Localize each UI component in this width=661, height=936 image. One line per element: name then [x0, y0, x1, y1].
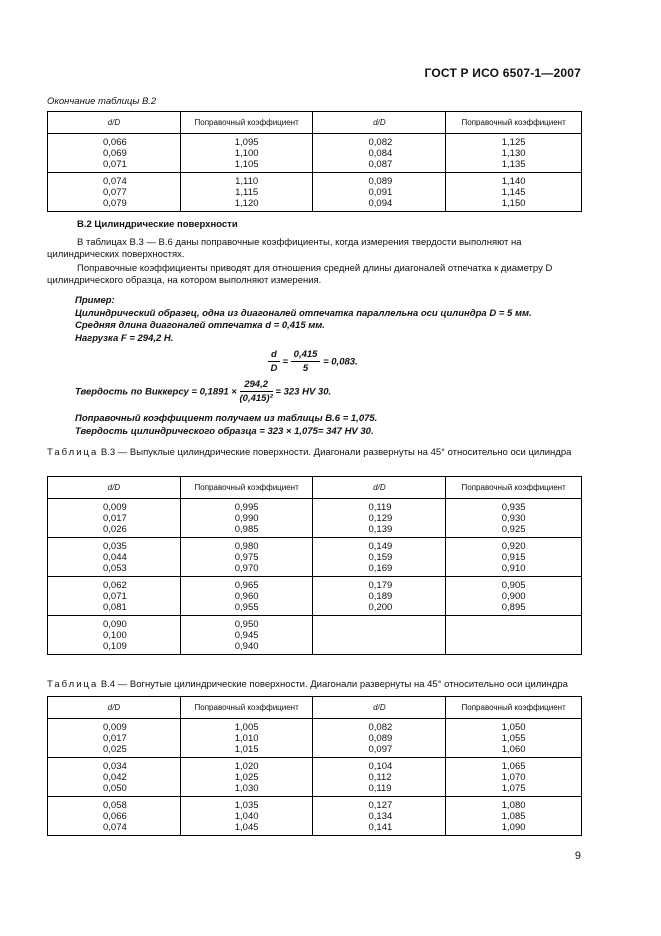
table-cell: [313, 499, 446, 538]
table-b4-caption: [47, 679, 587, 691]
table-cell: [446, 538, 582, 577]
cell-value: 0,091: [368, 187, 393, 198]
table-cell: [313, 173, 446, 212]
cell-value: 0,950: [234, 619, 259, 630]
column-header: d/D: [313, 697, 446, 719]
cell-value: 1,040: [234, 811, 259, 822]
cell-value: 1,095: [234, 137, 259, 148]
cell-value: 0,134: [368, 811, 393, 822]
caption-prefix: Таблица: [47, 447, 99, 458]
cell-value: 1,060: [501, 744, 526, 755]
cell-value: 0,970: [234, 563, 259, 574]
cell-value: 0,149: [368, 541, 393, 552]
table-cell: [313, 134, 446, 173]
example-line-4: Поправочный коэффициент получаем из таблицы В.6 = 1,075.: [75, 413, 378, 424]
cell-value: 0,069: [103, 148, 127, 159]
table-cell: [313, 797, 446, 836]
formula-eq: =: [282, 356, 289, 368]
table-row: [48, 616, 582, 655]
formula-num: 0,415: [291, 349, 321, 362]
cell-value: 0,975: [234, 552, 259, 563]
example-label: Пример:: [75, 295, 115, 306]
table-cell: [446, 499, 582, 538]
table-cell: [446, 134, 582, 173]
table-cell: [48, 797, 181, 836]
table-cell: [180, 538, 313, 577]
caption-prefix: Таблица: [47, 679, 99, 690]
cell-value: 1,100: [234, 148, 259, 159]
table-b3: [47, 476, 582, 655]
cell-value: 1,135: [501, 159, 526, 170]
table-cell: [180, 616, 313, 655]
cell-value: 0,097: [368, 744, 393, 755]
paragraph-2: Поправочные коэффициенты приводят для отношения средней длины диагоналей отпечатка к диаметру D цилиндрического образца, на котором выполняют измерения.: [47, 263, 553, 286]
cell-value: 0,009: [103, 502, 127, 513]
example-line-5: Твердость цилиндрического образца = 323 × 1,075= 347 HV 30.: [75, 425, 374, 437]
cell-value: 0,910: [501, 563, 526, 574]
cell-value: 0,189: [368, 591, 393, 602]
caption-text: В.3 — Выпуклые цилиндрические поверхности. Диагонали развернуты на 45° относительно оси цилиндра: [100, 447, 572, 458]
column-header: d/D: [48, 112, 181, 134]
table-cell: [48, 173, 181, 212]
cell-value: 0,915: [501, 552, 526, 563]
example-line-3: Нагрузка F = 294,2 Н.: [75, 332, 174, 344]
table-row: [48, 719, 582, 758]
column-header: Поправочный коэффициент: [180, 697, 313, 719]
cell-value: 0,074: [103, 176, 127, 187]
column-header: d/D: [313, 112, 446, 134]
cell-value: 0,017: [103, 513, 127, 524]
table-cell: [48, 719, 181, 758]
table-cell: [446, 758, 582, 797]
cell-value: 0,127: [368, 800, 393, 811]
cell-value: 0,026: [103, 524, 127, 535]
table-b4: [47, 696, 582, 836]
table-cell: [48, 577, 181, 616]
table-cell: [313, 758, 446, 797]
formula-den: D: [270, 363, 278, 374]
page-number: 9: [574, 850, 581, 862]
column-header: Поправочный коэффициент: [446, 477, 582, 499]
cell-value: 1,105: [234, 159, 259, 170]
cell-value: 1,145: [501, 187, 526, 198]
table-cell: [446, 173, 582, 212]
cell-value: 0,920: [501, 541, 526, 552]
cell-value: 1,085: [501, 811, 526, 822]
formula-ratio: [268, 349, 532, 379]
table-cell: [313, 719, 446, 758]
cell-value: 0,084: [368, 148, 393, 159]
cell-value: 0,985: [234, 524, 259, 535]
cell-value: 0,082: [368, 722, 393, 733]
table-row: [48, 797, 582, 836]
cell-value: 0,042: [103, 772, 127, 783]
cell-value: 1,030: [234, 783, 259, 794]
cell-value: 1,005: [234, 722, 259, 733]
table-cell: [180, 758, 313, 797]
table-cell: [48, 758, 181, 797]
cell-value: 1,140: [501, 176, 526, 187]
cell-value: 1,115: [235, 187, 259, 198]
column-header: d/D: [48, 697, 181, 719]
cell-value: 1,080: [501, 800, 526, 811]
table-cell: [48, 134, 181, 173]
formula-result: = 0,083.: [323, 356, 358, 368]
cell-value: 0,945: [234, 630, 259, 641]
cell-value: 0,053: [103, 563, 127, 574]
cell-value: 1,020: [234, 761, 259, 772]
cell-value: 0,129: [368, 513, 393, 524]
paragraph-1: В таблицах В.3 — В.6 даны поправочные коэффициенты, когда измерения твердости выполняют на цилиндрических поверхностях.: [47, 237, 522, 260]
cell-value: 1,010: [234, 733, 259, 744]
cell-value: 0,009: [103, 722, 127, 733]
formula-den: (0,415)²: [239, 393, 273, 404]
cell-value: 0,895: [501, 602, 526, 613]
table-cell: [180, 499, 313, 538]
cell-value: 0,905: [501, 580, 526, 591]
cell-value: 0,017: [103, 733, 127, 744]
section-title: В.2 Цилиндрические поверхности: [77, 219, 238, 230]
column-header: Поправочный коэффициент: [446, 112, 582, 134]
cell-value: 0,094: [368, 198, 393, 209]
cell-value: 0,119: [368, 502, 392, 513]
cell-value: 0,050: [103, 783, 127, 794]
formula-prefix: Твердость по Виккерсу = 0,1891 ×: [75, 386, 237, 398]
table-row: [48, 577, 582, 616]
table-b2-caption: Окончание таблицы В.2: [47, 96, 157, 107]
cell-value: 0,935: [501, 502, 526, 513]
formula-hardness: [75, 379, 532, 409]
cell-value: 0,089: [368, 733, 393, 744]
cell-value: 0,169: [368, 563, 393, 574]
column-header: d/D: [48, 477, 181, 499]
cell-value: 1,050: [501, 722, 526, 733]
cell-value: 0,900: [501, 591, 526, 602]
cell-value: 0,960: [234, 591, 259, 602]
cell-value: 1,070: [501, 772, 526, 783]
column-header: Поправочный коэффициент: [180, 477, 313, 499]
cell-value: 0,141: [368, 822, 393, 833]
column-header: d/D: [313, 477, 446, 499]
table-cell: [446, 577, 582, 616]
table-cell: [313, 577, 446, 616]
cell-value: 0,109: [103, 641, 127, 652]
table-cell: [446, 616, 582, 655]
cell-value: 0,930: [501, 513, 526, 524]
cell-value: 1,110: [235, 176, 259, 187]
cell-value: 0,995: [234, 502, 259, 513]
table-b3-caption: [47, 447, 582, 459]
cell-value: 1,045: [234, 822, 259, 833]
example-line-2: Средняя длина диагоналей отпечатка d = 0,415 мм.: [75, 320, 325, 331]
table-row: [48, 538, 582, 577]
cell-value: 1,130: [501, 148, 526, 159]
cell-value: 0,200: [368, 602, 393, 613]
table-row: [48, 134, 582, 173]
cell-value: 1,025: [234, 772, 259, 783]
table-cell: [48, 538, 181, 577]
cell-value: 0,139: [368, 524, 393, 535]
cell-value: 0,104: [368, 761, 393, 772]
cell-value: 0,955: [234, 602, 259, 613]
cell-value: 0,025: [103, 744, 127, 755]
table-row: [48, 173, 582, 212]
cell-value: 1,090: [501, 822, 526, 833]
table-cell: [180, 173, 313, 212]
cell-value: 0,940: [234, 641, 259, 652]
cell-value: 0,100: [103, 630, 127, 641]
table-cell: [313, 616, 446, 655]
cell-value: 0,159: [368, 552, 393, 563]
cell-value: 0,044: [103, 552, 127, 563]
cell-value: 0,034: [103, 761, 127, 772]
cell-value: 0,062: [103, 580, 127, 591]
cell-value: 1,035: [234, 800, 259, 811]
column-header: Поправочный коэффициент: [180, 112, 313, 134]
cell-value: 0,925: [501, 524, 526, 535]
cell-value: 0,071: [103, 591, 127, 602]
table-cell: [180, 134, 313, 173]
cell-value: 1,065: [501, 761, 526, 772]
cell-value: 0,079: [103, 198, 127, 209]
column-header: Поправочный коэффициент: [446, 697, 582, 719]
cell-value: 0,112: [368, 772, 392, 783]
table-cell: [180, 719, 313, 758]
cell-value: 0,081: [103, 602, 127, 613]
table-cell: [313, 538, 446, 577]
table-cell: [446, 719, 582, 758]
cell-value: 0,074: [103, 822, 127, 833]
cell-value: 0,087: [368, 159, 393, 170]
table-row: [48, 499, 582, 538]
cell-value: 1,150: [501, 198, 526, 209]
cell-value: 0,090: [103, 619, 127, 630]
table-row: [48, 758, 582, 797]
cell-value: 1,015: [234, 744, 259, 755]
cell-value: 0,990: [234, 513, 259, 524]
caption-text: В.4 — Вогнутые цилиндрические поверхности. Диагонали развернуты на 45° относительно оси цилиндра: [100, 679, 568, 690]
cell-value: 0,179: [368, 580, 393, 591]
section-b2: [47, 219, 587, 287]
cell-value: 0,035: [103, 541, 127, 552]
cell-value: 0,119: [368, 783, 392, 794]
cell-value: 1,125: [501, 137, 526, 148]
cell-value: 0,965: [234, 580, 259, 591]
table-cell: [48, 616, 181, 655]
cell-value: 0,058: [103, 800, 127, 811]
cell-value: 0,980: [234, 541, 259, 552]
formula-num: d: [268, 349, 280, 362]
table-cell: [180, 797, 313, 836]
cell-value: 0,082: [368, 137, 393, 148]
formula-num: 294,2: [240, 379, 273, 392]
cell-value: 1,120: [234, 198, 259, 209]
document-header: ГОСТ Р ИСО 6507-1—2007: [424, 66, 581, 80]
formula-den: 5: [302, 363, 309, 374]
cell-value: 0,089: [368, 176, 393, 187]
cell-value: 0,066: [103, 137, 127, 148]
table-b2-end: [47, 111, 582, 212]
table-cell: [48, 499, 181, 538]
example-line-1: Цилиндрический образец, одна из диагоналей отпечатка параллельна оси цилиндра D = 5 мм.: [75, 307, 532, 319]
formula-result: = 323 HV 30.: [275, 386, 332, 398]
cell-value: 1,075: [501, 783, 526, 794]
cell-value: 0,071: [103, 159, 127, 170]
cell-value: 1,055: [501, 733, 526, 744]
cell-value: 0,066: [103, 811, 127, 822]
example-block: [75, 295, 532, 438]
table-cell: [180, 577, 313, 616]
cell-value: 0,077: [103, 187, 127, 198]
table-cell: [446, 797, 582, 836]
